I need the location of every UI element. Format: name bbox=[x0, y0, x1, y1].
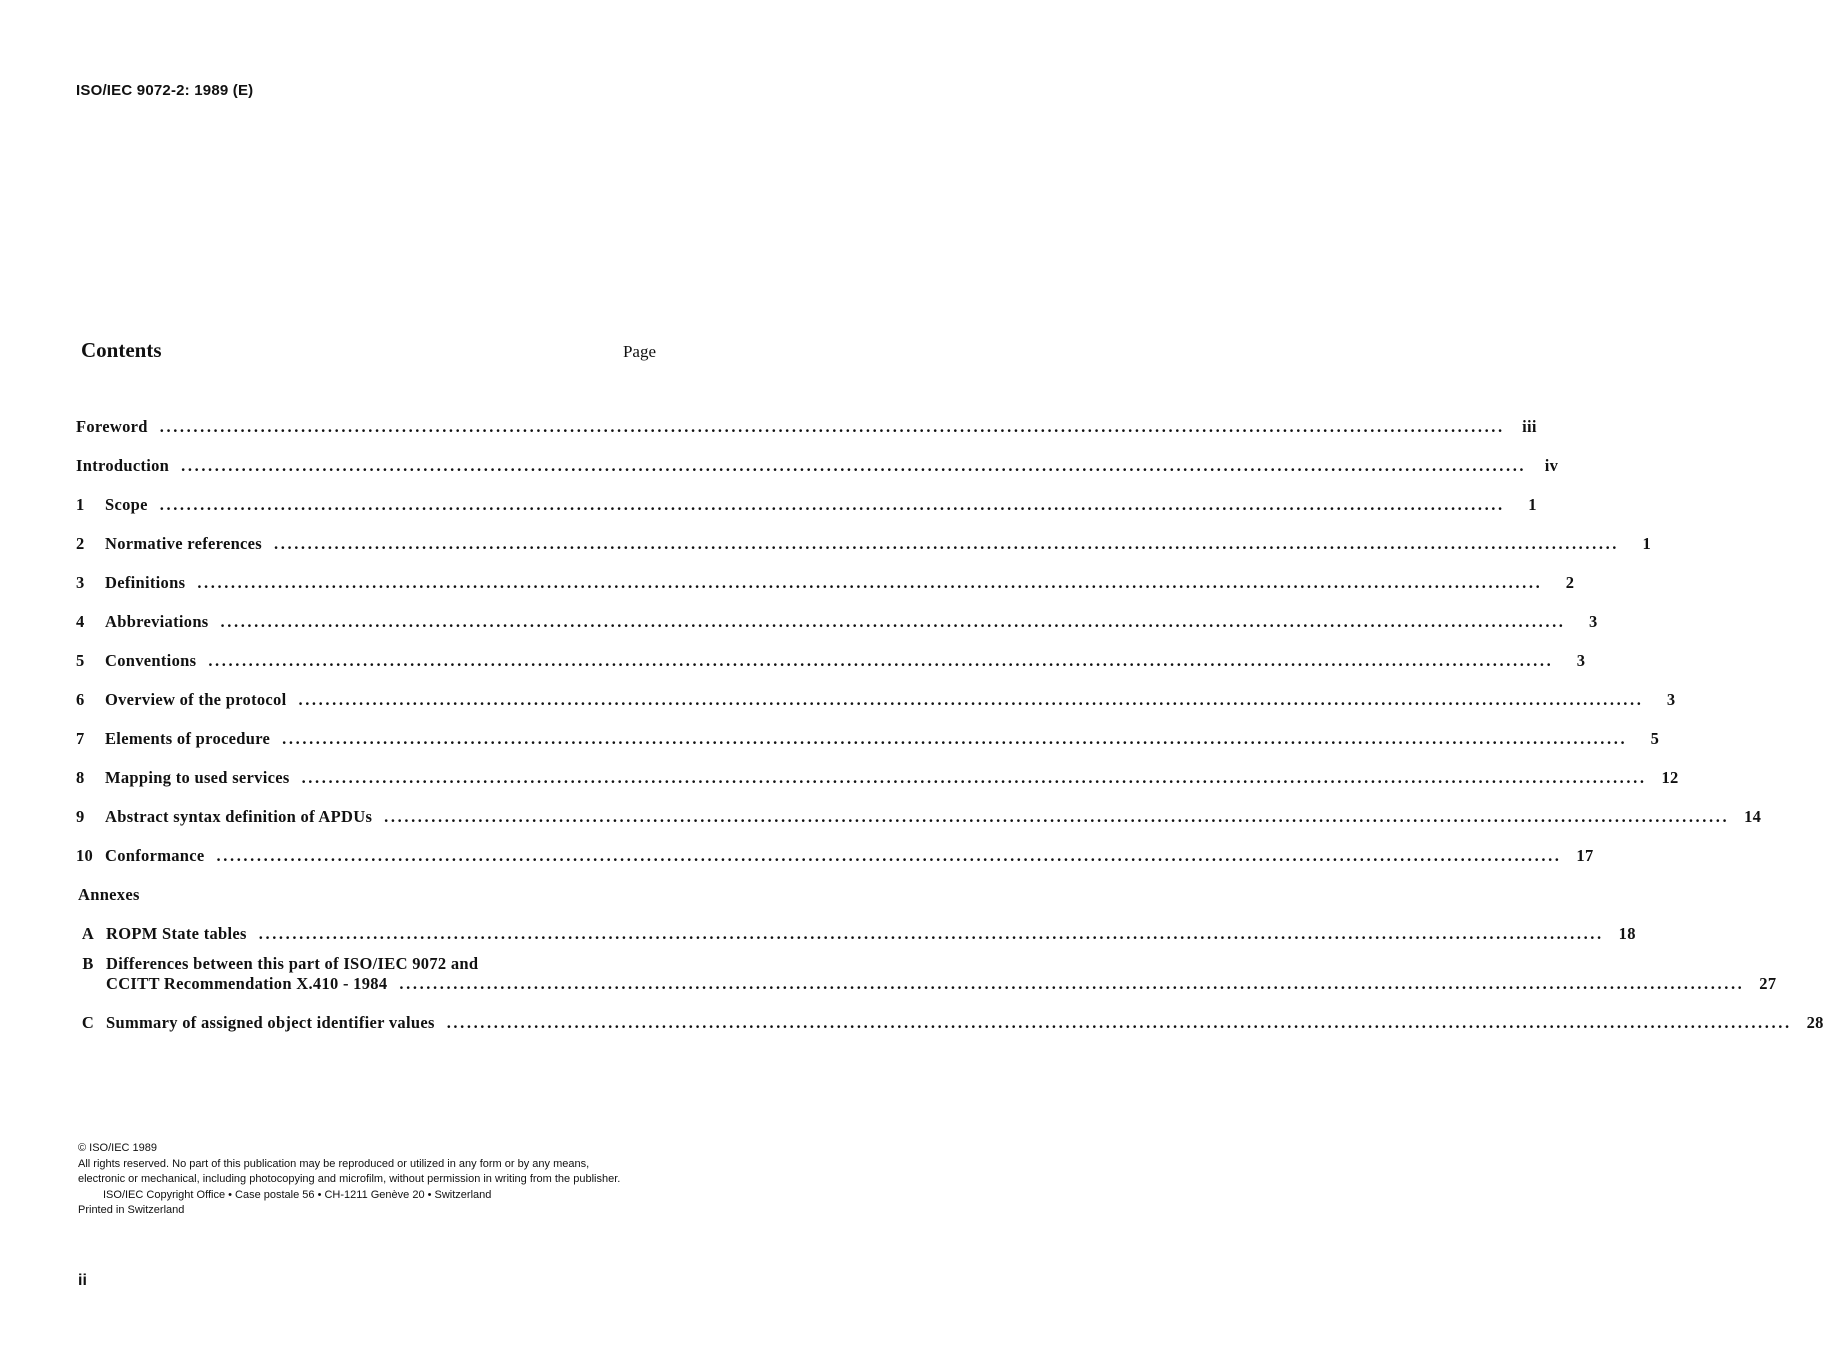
toc-entry-page: iii bbox=[1522, 417, 1537, 436]
dot-leader: ........................................................................................................................................................................................................ bbox=[301, 768, 1647, 787]
copyright-footer bbox=[78, 1141, 623, 1219]
toc-entry-definitions[interactable] bbox=[76, 554, 1575, 593]
toc-entry-number: 1 bbox=[76, 495, 85, 514]
toc-entry-title: Elements of procedure bbox=[105, 729, 271, 748]
dot-leader: ........................................................................................................................................................................................................ bbox=[208, 651, 1554, 670]
copyright-line: © ISO/IEC 1989 bbox=[78, 1142, 158, 1154]
toc-entry-number: 4 bbox=[76, 612, 85, 631]
toc-entry-title: Conventions bbox=[105, 651, 197, 670]
toc-annex-letter: B bbox=[82, 954, 94, 973]
toc-entry-page: 18 bbox=[1618, 924, 1636, 943]
toc-entry-page: 1 bbox=[1642, 534, 1652, 553]
toc-entry-number: 3 bbox=[76, 573, 85, 592]
toc-entry-page: 3 bbox=[1576, 651, 1586, 670]
dot-leader: ........................................................................................................................................................................................................ bbox=[298, 690, 1644, 709]
toc-entry-title: Summary of assigned object identifier values bbox=[106, 1013, 435, 1032]
toc-entry-introduction[interactable] bbox=[76, 437, 1559, 476]
dot-leader: ........................................................................................................................................................................................................ bbox=[446, 1013, 1792, 1032]
page-number: ii bbox=[78, 1272, 87, 1289]
toc-entry-abstract-syntax[interactable] bbox=[76, 788, 1762, 827]
toc-entry-conformance[interactable] bbox=[76, 827, 1594, 866]
toc-entry-abbreviations[interactable] bbox=[76, 593, 1598, 632]
toc-entry-scope[interactable] bbox=[76, 476, 1537, 515]
toc-entry-title: Abstract syntax definition of APDUs bbox=[105, 807, 373, 826]
toc-entry-conventions[interactable] bbox=[76, 632, 1586, 671]
toc-entry-title-line2: CCITT Recommendation X.410 - 1984 bbox=[106, 974, 388, 993]
toc-entry-number: 2 bbox=[76, 534, 85, 553]
toc-entry-page: 27 bbox=[1759, 974, 1777, 993]
toc-entry-title: Introduction bbox=[76, 456, 170, 475]
dot-leader: ........................................................................................................................................................................................................ bbox=[274, 534, 1620, 553]
toc-entry-page: iv bbox=[1544, 456, 1559, 475]
annexes-heading: Annexes bbox=[78, 885, 140, 904]
toc-entry-page: 1 bbox=[1528, 495, 1537, 514]
toc-entry-overview[interactable] bbox=[76, 671, 1676, 710]
toc-entry-title: Foreword bbox=[76, 417, 148, 436]
toc-entry-page: 3 bbox=[1666, 690, 1676, 709]
rights-statement: All rights reserved. No part of this publication may be reproduced or utilized in any form or by any means, electronic or mechanical, including photocopying and microfilm, without permission in writing from the publisher. bbox=[78, 1157, 621, 1185]
toc-annex-b[interactable] bbox=[76, 954, 1777, 994]
dot-leader: ........................................................................................................................................................................................................ bbox=[159, 417, 1505, 436]
toc-entry-title: Abbreviations bbox=[105, 612, 209, 631]
toc-entry-page: 14 bbox=[1744, 807, 1762, 826]
contents-title: Contents bbox=[81, 338, 162, 362]
toc-entry-mapping[interactable] bbox=[76, 749, 1679, 788]
toc-entry-page: 3 bbox=[1588, 612, 1598, 631]
toc-entry-title: Mapping to used services bbox=[105, 768, 290, 787]
printed-in: Printed in Switzerland bbox=[78, 1204, 185, 1216]
toc-entry-title: ROPM State tables bbox=[106, 924, 247, 943]
toc-entry-title: Overview of the protocol bbox=[105, 690, 287, 709]
toc-entry-page: 17 bbox=[1576, 846, 1594, 865]
toc-entry-page: 12 bbox=[1661, 768, 1679, 787]
toc-entry-number: 8 bbox=[76, 768, 85, 787]
toc-entry-page: 2 bbox=[1565, 573, 1575, 592]
toc-annex-letter: C bbox=[81, 1013, 95, 1032]
toc-entry-number: 10 bbox=[76, 846, 94, 865]
dot-leader: ........................................................................................................................................................................................................ bbox=[282, 729, 1628, 748]
toc-entry-number: 6 bbox=[76, 690, 85, 709]
toc-entry-number: 9 bbox=[76, 807, 85, 826]
toc-entry-normative-references[interactable] bbox=[76, 515, 1652, 554]
toc-annex-letter: A bbox=[81, 924, 95, 943]
page-column-label: Page bbox=[622, 342, 656, 361]
dot-leader: ........................................................................................................................................................................................................ bbox=[258, 924, 1604, 943]
dot-leader: ........................................................................................................................................................................................................ bbox=[197, 573, 1543, 592]
dot-leader: ........................................................................................................................................................................................................ bbox=[159, 495, 1505, 514]
toc-entry-page: 28 bbox=[1806, 1013, 1824, 1032]
toc-entry-title-line1: Differences between this part of ISO/IEC 9072 and bbox=[106, 954, 479, 973]
toc-annex-a[interactable] bbox=[76, 905, 1636, 944]
toc-entry-foreword[interactable] bbox=[76, 398, 1537, 437]
toc-annex-c[interactable] bbox=[76, 994, 1824, 1033]
toc-entry-number: 5 bbox=[76, 651, 85, 670]
toc-entry-title: Definitions bbox=[105, 573, 186, 592]
toc-entry-number: 7 bbox=[76, 729, 85, 748]
table-of-contents bbox=[76, 338, 1824, 1033]
toc-entry-elements-of-procedure[interactable] bbox=[76, 710, 1660, 749]
dot-leader: ........................................................................................................................................................................................................ bbox=[181, 456, 1527, 475]
toc-entry-page: 5 bbox=[1650, 729, 1660, 748]
copyright-office-address: ISO/IEC Copyright Office • Case postale 56 • CH-1211 Genève 20 • Switzerland bbox=[103, 1188, 492, 1201]
toc-entry-title: Conformance bbox=[105, 846, 205, 865]
dot-leader: ........................................................................................................................................................................................................ bbox=[399, 974, 1745, 993]
toc-entry-title: Normative references bbox=[105, 534, 263, 553]
dot-leader: ........................................................................................................................................................................................................ bbox=[220, 612, 1566, 631]
dot-leader: ........................................................................................................................................................................................................ bbox=[216, 846, 1562, 865]
toc-entry-title: Scope bbox=[105, 495, 148, 514]
document-header: ISO/IEC 9072-2: 1989 (E) bbox=[76, 82, 254, 99]
contents-header bbox=[76, 338, 658, 398]
dot-leader: ........................................................................................................................................................................................................ bbox=[384, 807, 1730, 826]
